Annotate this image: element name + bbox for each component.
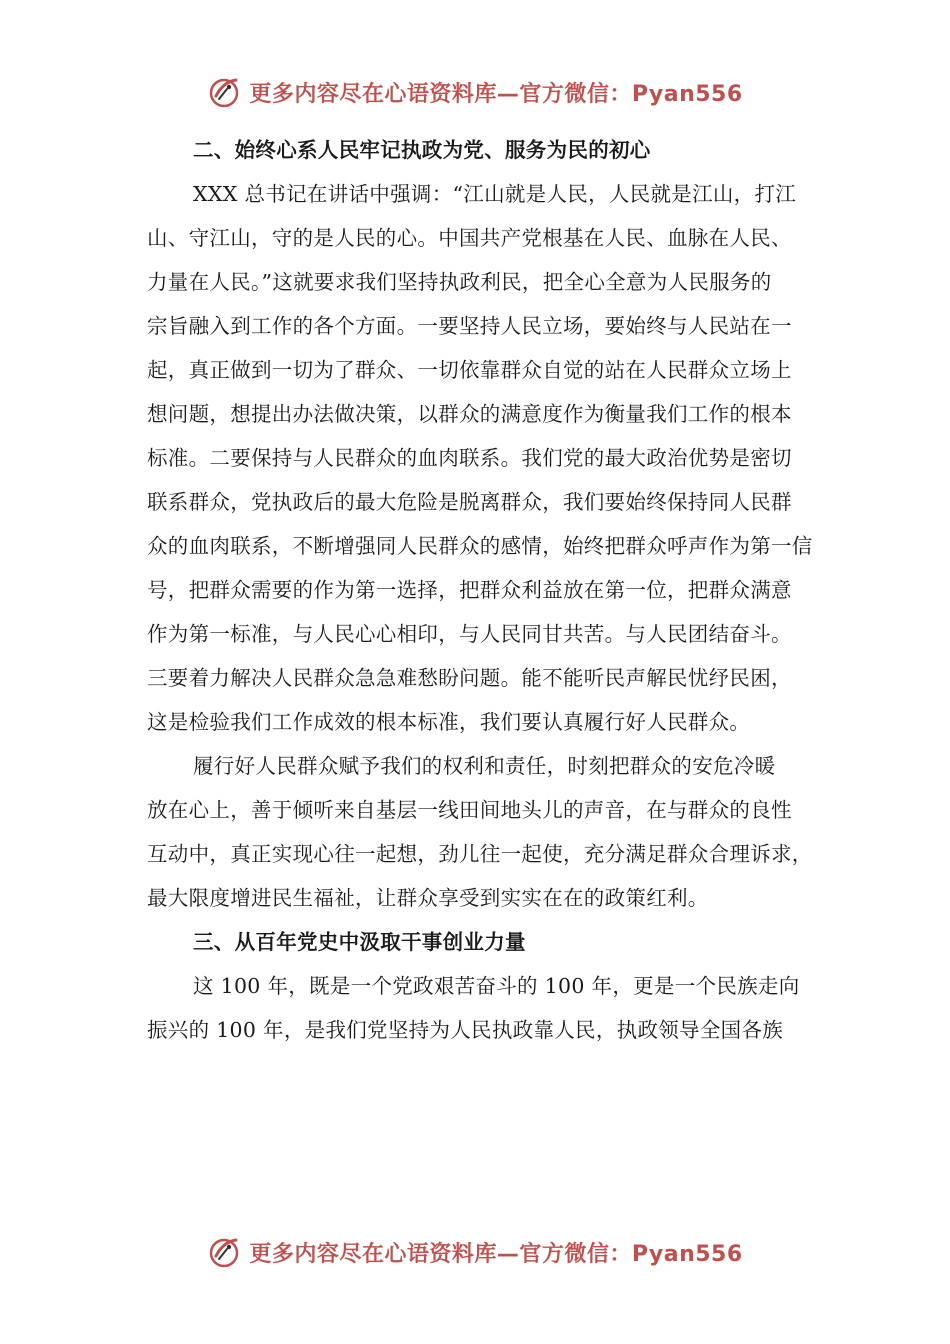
text-line: 最大限度增进民生福祉，让群众享受到实实在在的政策红利。 <box>147 886 709 910</box>
text-line: 联系群众，党执政后的最大危险是脱离群众，我们要始终保持同人民群 <box>147 490 792 514</box>
paragraph <box>147 964 827 1052</box>
text-line: 履行好人民群众赋予我们的权利和责任，时刻把群众的安危冷暖 <box>193 754 776 778</box>
document-body <box>147 128 827 1052</box>
footer-banner-text: 更多内容尽在心语资料库—官方微信：Pyan556 <box>249 1241 743 1267</box>
header-banner-text: 更多内容尽在心语资料库—官方微信：Pyan556 <box>249 81 743 107</box>
text-line: 号，把群众需要的作为第一选择，把群众利益放在第一位，把群众满意 <box>147 578 792 602</box>
text-line: 这是检验我们工作成效的根本标准，我们要认真履行好人民群众。 <box>147 710 751 734</box>
text-line: 振兴的 100 年，是我们党坚持为人民执政靠人民，执政领导全国各族 <box>147 1018 784 1042</box>
text-line: 起，真正做到一切为了群众、一切依靠群众自觉的站在人民群众立场上 <box>147 358 792 382</box>
text-line: 想问题，想提出办法做决策，以群众的满意度作为衡量我们工作的根本 <box>147 402 792 426</box>
text-line: 山、守江山，守的是人民的心。中国共产党根基在人民、血脉在人民、 <box>147 226 792 250</box>
text-line: 这 100 年，既是一个党政艰苦奋斗的 100 年，更是一个民族走向 <box>193 974 800 998</box>
text-line: XXX 总书记在讲话中强调：“江山就是人民，人民就是江山，打江 <box>193 182 797 206</box>
paragraph <box>147 172 827 744</box>
header-banner <box>0 72 950 112</box>
text-line: 三要着力解决人民群众急急难愁盼问题。能不能听民声解民忧纾民困， <box>147 666 792 690</box>
text-line: 众的血肉联系，不断增强同人民群众的感情，始终把群众呼声作为第一信 <box>147 534 813 558</box>
section-heading: 二、始终心系人民牢记执政为党、服务为民的初心 <box>193 138 651 162</box>
text-line: 宗旨融入到工作的各个方面。一要坚持人民立场，要始终与人民站在一 <box>147 314 792 338</box>
text-line: 标准。二要保持与人民群众的血肉联系。我们党的最大政治优势是密切 <box>147 446 792 470</box>
text-line: 放在心上，善于倾听来自基层一线田间地头儿的声音，在与群众的良性 <box>147 798 792 822</box>
text-line: 作为第一标准，与人民心心相印，与人民同甘共苦。与人民团结奋斗。 <box>147 622 792 646</box>
text-line: 互动中，真正实现心往一起想，劲儿往一起使，充分满足群众合理诉求， <box>147 842 813 866</box>
paragraph <box>147 744 827 920</box>
xinyu-logo-icon <box>207 1234 243 1270</box>
footer-banner <box>0 1232 950 1272</box>
text-line: 力量在人民。”这就要求我们坚持执政利民，把全心全意为人民服务的 <box>147 270 772 294</box>
section-heading: 三、从百年党史中汲取干事创业力量 <box>193 930 526 954</box>
xinyu-logo-icon <box>207 74 243 110</box>
